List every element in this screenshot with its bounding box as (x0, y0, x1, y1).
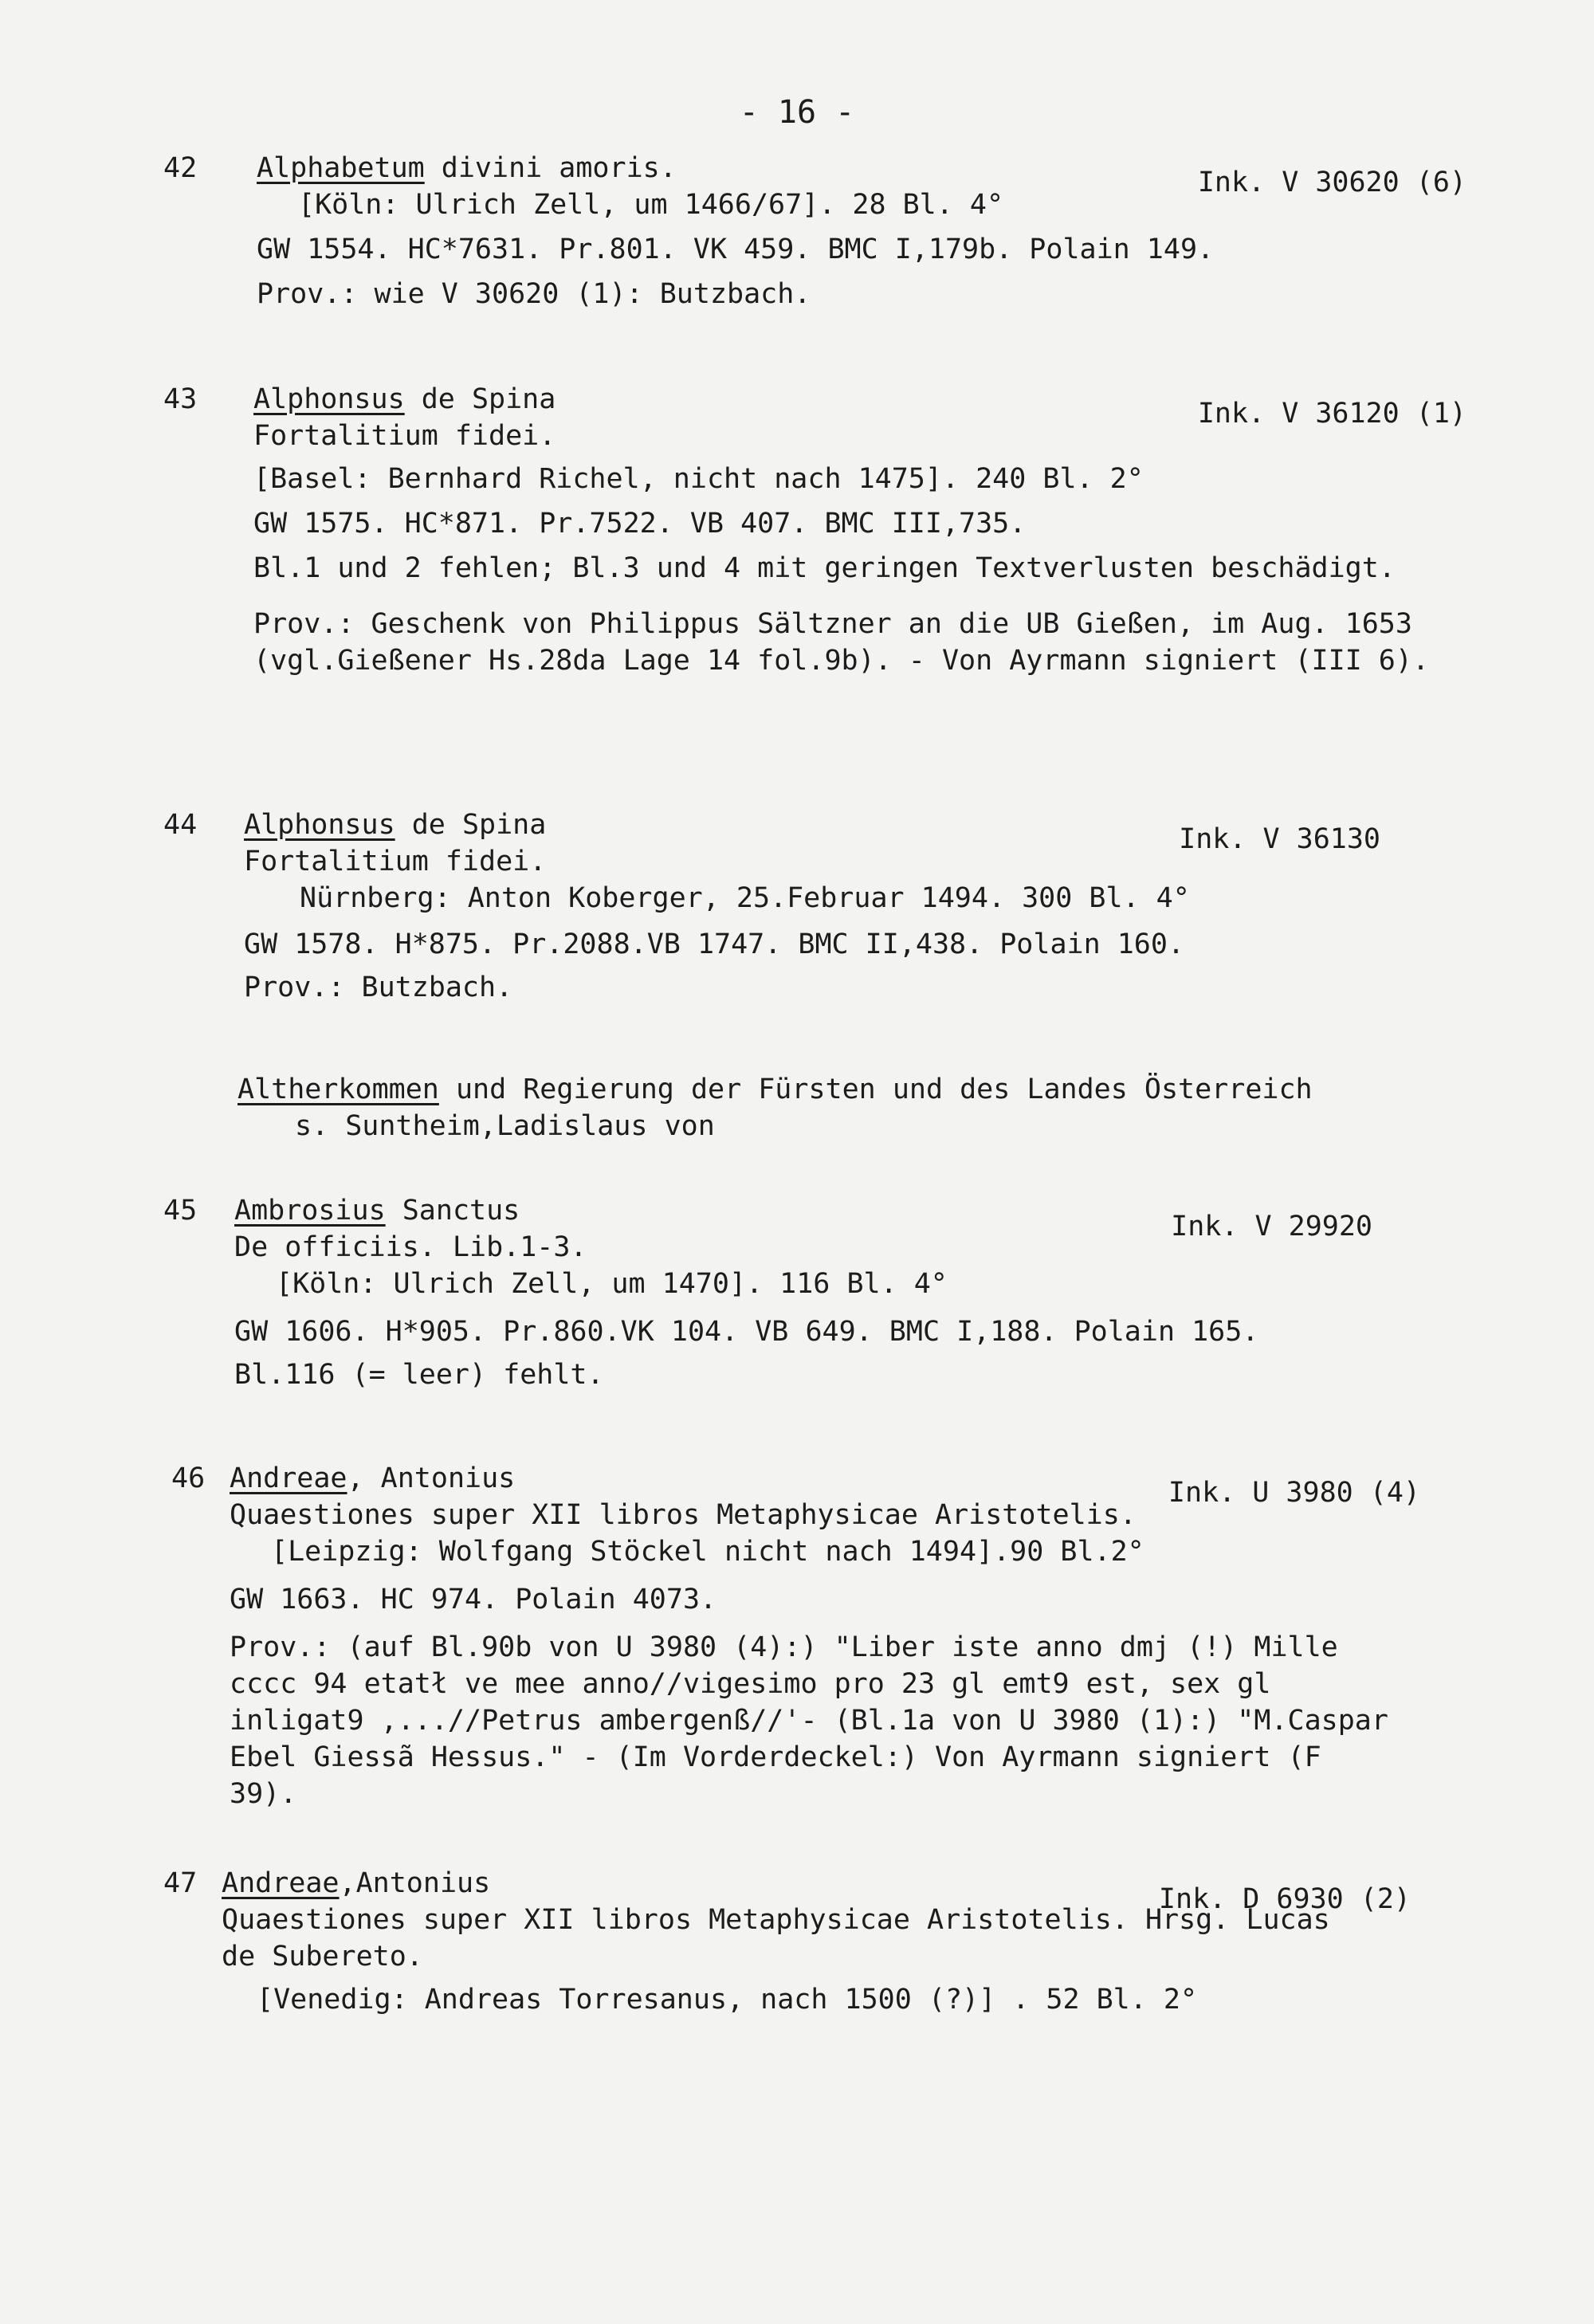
entry-shelfmark: Ink. V 36130 (1179, 823, 1380, 855)
entry-references: GW 1554. HC*7631. Pr.801. VK 459. BMC I,179b. Polain 149. (257, 234, 1215, 265)
entry-author-rest: ,Antonius (339, 1867, 491, 1899)
entry-author: Ambrosius (234, 1195, 386, 1227)
entry-shelfmark: Ink. V 29920 (1171, 1211, 1372, 1242)
entry-author: Andreae (230, 1462, 347, 1494)
entry-shelfmark: Ink. U 3980 (4) (1168, 1477, 1420, 1509)
entry-number: 42 (163, 152, 198, 184)
entry-note: Prov.: Butzbach. (244, 972, 513, 1003)
entry-author-rest: divini amoris. (424, 152, 677, 184)
entry-author: Alphonsus (244, 809, 395, 841)
entry-author-rest: de Spina (404, 383, 556, 415)
entry-imprint: [Köln: Ulrich Zell, um 1470]. 116 Bl. 4° (276, 1268, 948, 1300)
entry-note: Bl.116 (= leer) fehlt. (234, 1359, 604, 1391)
entry-number: 46 (171, 1462, 206, 1494)
entry-provenance: Prov.: (auf Bl.90b von U 3980 (4):) "Liber iste anno dmj (!) Mille cccc 94 etatł ve mee anno//vigesimo pro 23 gl emt9 est, sex gl inligat9 ,...//Petrus ambergenß//'- (Bl.1a von U 3980 (1):) "M.Caspar Ebel Giessã Hessus." - (Im Vorderdeckel:) Von Ayrmann signiert (F 39). (230, 1631, 1388, 1810)
entry-number: 45 (163, 1195, 198, 1227)
entry-see-reference: s. Suntheim,Ladislaus von (295, 1110, 715, 1142)
entry-author-rest: de Spina (395, 809, 547, 841)
entry-note: Bl.1 und 2 fehlen; Bl.3 und 4 mit geringen Textverlusten beschädigt. (253, 552, 1396, 584)
entry-shelfmark: Ink. V 30620 (6) (1197, 167, 1466, 198)
catalog-entry-42 (0, 150, 1594, 312)
entry-title: De officiis. Lib.1-3. (234, 1231, 587, 1263)
catalog-entry-46 (0, 1460, 1594, 1812)
entry-title: Quaestiones super XII libros Metaphysicae Aristotelis. (230, 1499, 1137, 1531)
entry-imprint: [Köln: Ulrich Zell, um 1466/67]. 28 Bl. 4° (298, 189, 1004, 221)
entry-author-rest: , Antonius (347, 1462, 516, 1494)
entry-author: Altherkommen (238, 1074, 439, 1105)
entry-imprint: [Leipzig: Wolfgang Stöckel nicht nach 1494].90 Bl.2° (271, 1536, 1144, 1568)
entry-author: Andreae (222, 1867, 340, 1899)
entry-references: GW 1578. H*875. Pr.2088.VB 1747. BMC II,438. Polain 160. (244, 928, 1185, 960)
entry-author-rest: und Regierung der Fürsten und des Landes Österreich (438, 1074, 1313, 1105)
entry-title: Fortalitium fidei. (244, 846, 547, 877)
entry-author: Alphabetum (257, 152, 425, 184)
entry-number: 47 (163, 1867, 198, 1899)
entry-shelfmark: Ink. V 36120 (1) (1197, 398, 1466, 430)
entry-author-rest: Sanctus (385, 1195, 520, 1227)
catalog-entry-44 (0, 807, 1594, 1006)
entry-number: 43 (163, 383, 198, 415)
entry-imprint: [Basel: Bernhard Richel, nicht nach 1475]. 240 Bl. 2° (253, 463, 1144, 495)
catalog-entry-47 (0, 1865, 1594, 2018)
page-number: - 16 - (739, 94, 855, 131)
entry-imprint: Nürnberg: Anton Koberger, 25.Februar 1494. 300 Bl. 4° (300, 882, 1190, 914)
entry-note: Prov.: wie V 30620 (1): Butzbach. (257, 278, 811, 310)
entry-title: Fortalitium fidei. (253, 420, 556, 452)
entry-shelfmark: Ink. D 6930 (2) (1158, 1883, 1411, 1915)
entry-references: GW 1575. HC*871. Pr.7522. VB 407. BMC III,735. (253, 508, 1027, 540)
entry-provenance: Prov.: Geschenk von Philippus Sältzner an die UB Gießen, im Aug. 1653 (vgl.Gießener Hs.28da Lage 14 fol.9b). - Von Ayrmann signiert (III 6). (253, 608, 1430, 677)
entry-imprint: [Venedig: Andreas Torresanus, nach 1500 (?)] . 52 Bl. 2° (257, 1984, 1198, 2016)
entry-references: GW 1606. H*905. Pr.860.VK 104. VB 649. BMC I,188. Polain 165. (234, 1316, 1259, 1348)
entry-references: GW 1663. HC 974. Polain 4073. (230, 1584, 717, 1615)
entry-number: 44 (163, 809, 198, 841)
catalog-entry-43 (0, 381, 1594, 679)
entry-author: Alphonsus (253, 383, 405, 415)
entry-title: Quaestiones super XII libros Metaphysicae Aristotelis. Hrsg. Lucas de Subereto. (222, 1904, 1330, 1973)
cross-reference-altherkommen (0, 1071, 1594, 1144)
catalog-entry-45 (0, 1192, 1594, 1393)
